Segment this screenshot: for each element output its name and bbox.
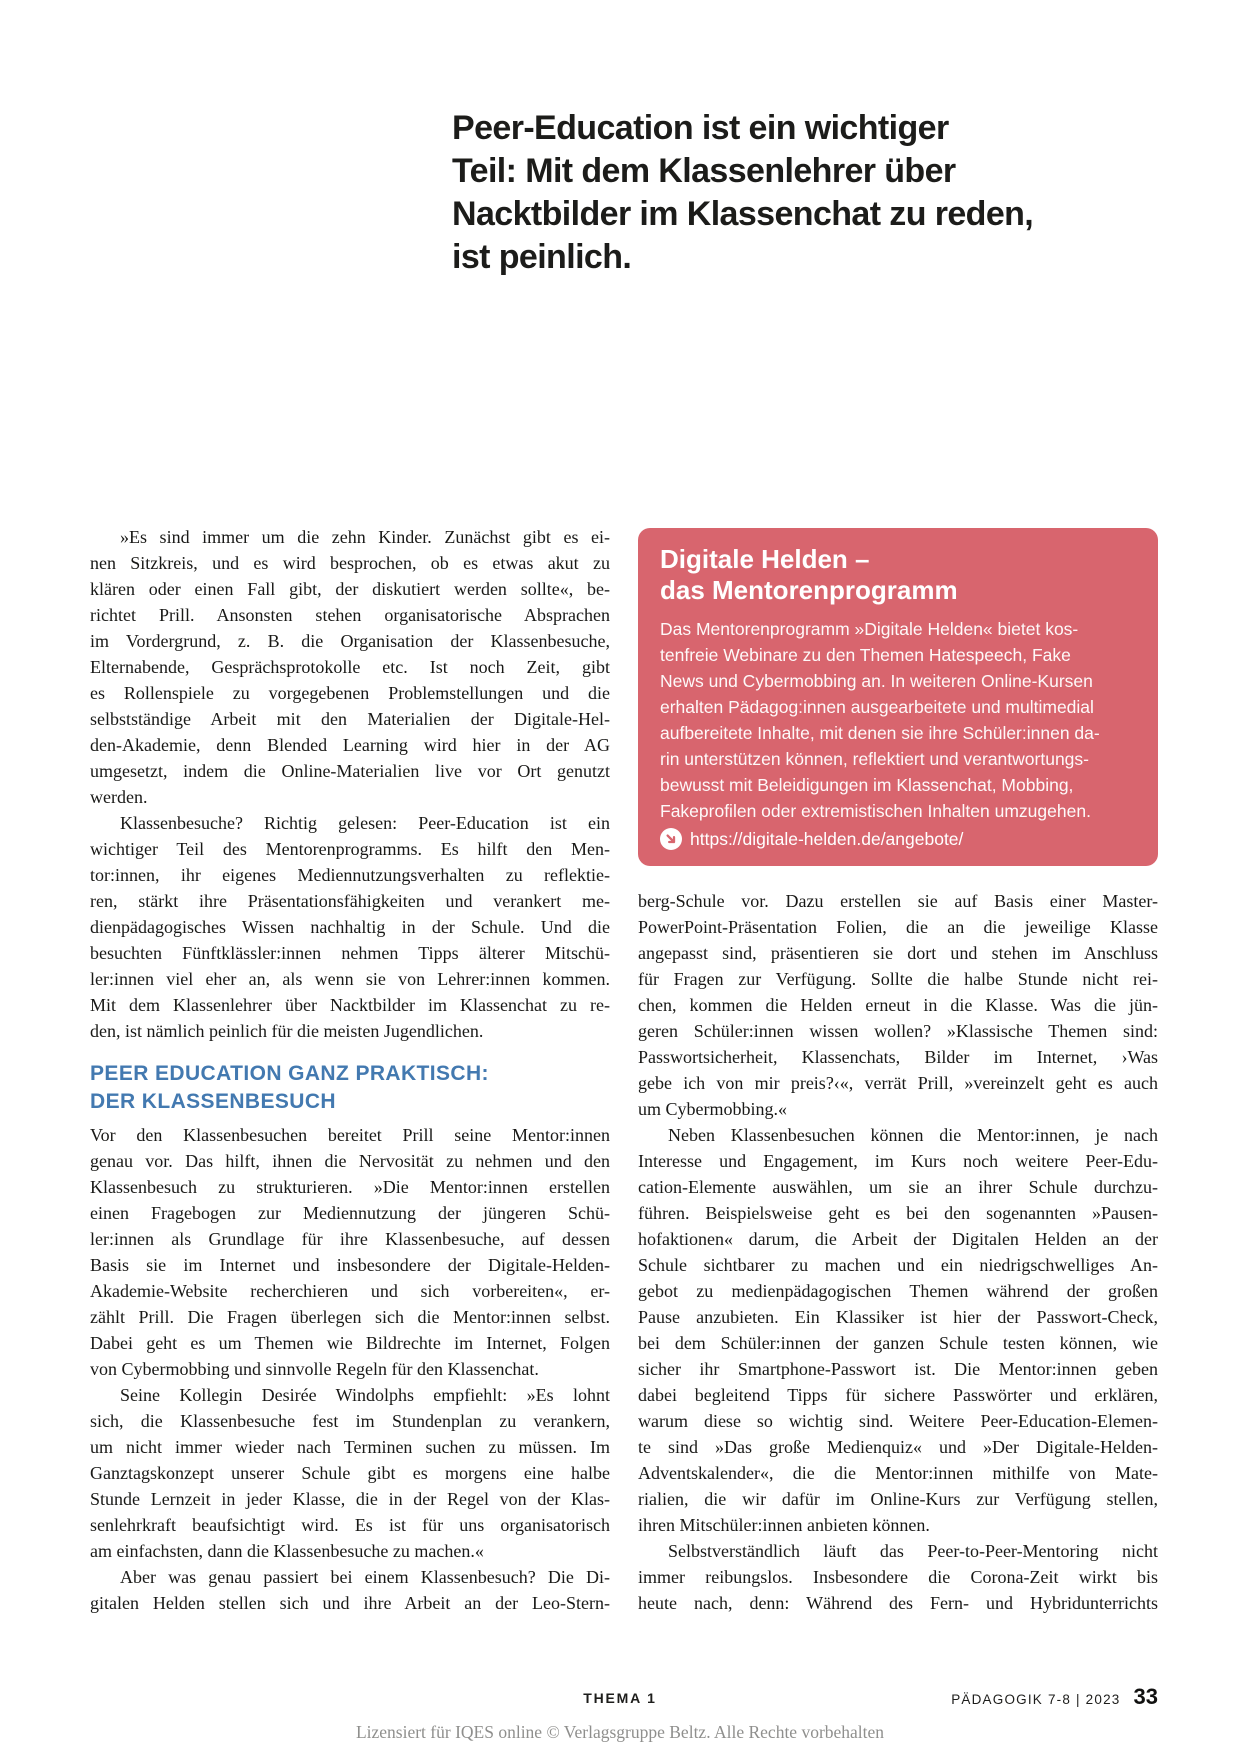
text-line: gitalen Helden stellen sich und ihre Arbeit an der Leo-Stern- [90,1593,610,1613]
text-line: PEER EDUCATION GANZ PRAKTISCH: [90,1062,489,1085]
text-line: Adventskalender«, die die Mentor:innen mithilfe von Mate- [638,1463,1158,1483]
paragraph [90,1564,610,1616]
text-line: das Mentorenprogramm [660,575,958,605]
link-url: https://digitale-helden.de/angebote/ [690,828,964,849]
text-line: geren Schüler:innen wissen wollen? »Klassische Themen sind: [638,1021,1158,1041]
footer-folio [951,1684,1158,1710]
text-line: heute nach, denn: Während des Fern- und Hybridunterrichts [638,1593,1158,1613]
text-line: angepasst sind, präsentieren sie dort und stehen im Anschluss [638,943,1158,963]
text-line: Seine Kollegin Desirée Windolphs empfiehlt: »Es lohnt [120,1385,610,1405]
text-line: tenfreie Webinare zu den Themen Hatespeech, Fake [660,645,1071,665]
text-line: ihren Mitschüler:innen anbieten können. [638,1515,930,1535]
text-line: Das Mentorenprogramm »Digitale Helden« bietet kos- [660,619,1079,639]
info-box [638,528,1158,866]
text-line: hofaktionen« darum, die Arbeit der Digitalen Helden an der [638,1229,1158,1249]
text-line: es Rollenspiele zu vorgegebenen Problemstellungen und die [90,683,610,703]
text-line: Akademie-Website recherchieren und sich vorbereiten«, er- [90,1281,610,1301]
text-line: ren, stärkt ihre Präsentationsfähigkeiten und verankert me- [90,891,610,911]
text-line: einen Fragebogen zur Mediennutzung der jüngeren Schü- [90,1203,610,1223]
text-line: Interesse und Engagement, im Kurs noch weitere Peer-Edu- [638,1151,1158,1171]
text-line: Aber was genau passiert bei einem Klassenbesuch? Die Di- [120,1567,610,1587]
text-line: Mit dem Klassenlehrer über Nacktbilder im Klassenchat zu re- [90,995,610,1015]
text-line: führen. Beispielsweise geht es bei den sogenannten »Pausen- [638,1203,1158,1223]
text-line: te sind »Das große Medienquiz« und »Der Digitale-Helden- [638,1437,1158,1457]
right-column [638,524,1158,1616]
text-line: Passwortsicherheit, Klassenchats, Bilder im Internet, ›Was [638,1047,1158,1067]
text-line: um Cybermobbing.« [638,1099,787,1119]
text-line: sich, die Klassenbesuche fest im Stundenplan zu verankern, [90,1411,610,1431]
text-line: dabei begleitend Tipps für sichere Passwörter und erklären, [638,1385,1158,1405]
text-line: Klassenbesuche? Richtig gelesen: Peer-Education ist ein [120,813,610,833]
text-line: gebot zu medienpädagogischen Themen während der großen [638,1281,1158,1301]
text-line: Fakeprofilen oder extremistischen Inhalten umzugehen. [660,801,1091,821]
text-line: Klassenbesuch zu strukturieren. »Die Mentor:innen erstellen [90,1177,610,1197]
text-line: rin unterstützen können, reflektiert und verantwortungs- [660,749,1089,769]
text-line: umgesetzt, indem die Online-Materialien live vor Ort genutzt [90,761,610,781]
text-line: erhalten Pädagog:innen ausgearbeitete und multimedial [660,697,1094,717]
text-line: werden. [90,787,148,807]
text-line: warum diese so wichtig sind. Weitere Peer-Education-Elemen- [638,1411,1158,1431]
text-line: richtet Prill. Ansonsten stehen organisatorische Absprachen [90,605,610,625]
text-line: Dabei geht es um Themen wie Bildrechte im Internet, Folgen [90,1333,610,1353]
text-line: Ganztagskonzept unserer Schule gibt es morgens eine halbe [90,1463,610,1483]
text-line: gebe ich von mir preis?‹«, verrät Prill, »vereinzelt geht es auch [638,1073,1158,1093]
text-line: tor:innen, ihr eigenes Mediennutzungsverhalten zu reflektie- [90,865,610,885]
text-line: chen, kommen die Helden erneut in die Klasse. Was die jün- [638,995,1158,1015]
text-line: rialien, die wir dafür im Online-Kurs zur Verfügung stellen, [638,1489,1158,1509]
text-line: um nicht immer wieder nach Terminen suchen zu müssen. Im [90,1437,610,1457]
paragraph [90,524,610,810]
text-line: klären oder einen Fall gibt, der diskutiert werden sollte«, be- [90,579,610,599]
text-line: für Fragen zur Verfügung. Sollte die halbe Stunde nicht rei- [638,969,1158,989]
article-headline [452,107,1162,279]
text-line: im Vordergrund, z. B. die Organisation der Klassenbesuche, [90,631,610,651]
info-box-body [660,616,1138,824]
text-line: Digitale Helden – [660,544,870,574]
text-line: Schule sichtbarer zu machen und ein niedrigschwelliges An- [638,1255,1158,1275]
text-line: ler:innen viel eher an, als wenn sie von Lehrer:innen kommen. [90,969,610,989]
text-line: Teil: Mit dem Klassenlehrer über [452,151,956,190]
text-line: News und Cybermobbing an. In weiteren Online-Kursen [660,671,1093,691]
text-line: berg-Schule vor. Dazu erstellen sie auf Basis einer Master- [638,891,1158,911]
page-number: 33 [1133,1684,1158,1709]
text-line: Stunde Lernzeit in jeder Klasse, die in der Regel von der Klas- [90,1489,610,1509]
info-box-title [660,544,1138,606]
text-line: Nacktbilder im Klassenchat zu reden, [452,194,1034,233]
text-line: Basis sie im Internet und insbesondere der Digitale-Helden- [90,1255,610,1275]
paragraph [638,1122,1158,1538]
text-line: den, ist nämlich peinlich für die meisten Jugendlichen. [90,1021,484,1041]
text-line: am einfachsten, dann die Klassenbesuche zu machen.« [90,1541,484,1561]
text-line: Vor den Klassenbesuchen bereitet Prill seine Mentor:innen [90,1125,610,1145]
paragraph [90,810,610,1044]
text-line: Elternabende, Gesprächsprotokolle etc. Ist noch Zeit, gibt [90,657,610,677]
text-line: »Es sind immer um die zehn Kinder. Zunächst gibt es ei- [120,527,610,547]
text-line: Selbstverständlich läuft das Peer-to-Peer-Mentoring nicht [668,1541,1158,1561]
text-line: cation-Elemente auswählen, um sie an ihrer Schule durchzu- [638,1177,1158,1197]
text-line: von Cybermobbing und sinnvolle Regeln für den Klassenchat. [90,1359,539,1379]
paragraph [90,1122,610,1382]
text-line: ist peinlich. [452,237,632,276]
arrow-down-right-circle-icon [660,828,682,850]
text-line: bei dem Schüler:innen der ganzen Schule testen können, wie [638,1333,1158,1353]
text-line: zählt Prill. Die Fragen überlegen sich die Mentor:innen selbst. [90,1307,610,1327]
journal-name: PÄDAGOGIK 7-8 | 2023 [951,1692,1121,1707]
text-line: PowerPoint-Präsentation Folien, die an die jeweilige Klasse [638,917,1158,937]
text-line: Pause anzubieten. Ein Klassiker ist hier der Passwort-Check, [638,1307,1158,1327]
left-column [90,524,610,1616]
text-line: wichtiger Teil des Mentorenprogramms. Es hilft den Men- [90,839,610,859]
text-line: sicher ihr Smartphone-Passwort ist. Die Mentor:innen geben [638,1359,1158,1379]
text-line: selbstständige Arbeit mit den Materialien der Digitale-Hel- [90,709,610,729]
text-line: Peer-Education ist ein wichtiger [452,108,949,147]
text-line: senlehrkraft beaufsichtigt wird. Es ist für uns organisatorisch [90,1515,610,1535]
text-line: DER KLASSENBESUCH [90,1090,336,1113]
text-line: aufbereitete Inhalte, mit denen sie ihre Schüler:innen da- [660,723,1100,743]
license-line: Lizensiert für IQES online © Verlagsgruppe Beltz. Alle Rechte vorbehalten [355,1722,885,1742]
right-column-text [638,888,1158,1616]
paragraph [638,888,1158,1122]
paragraph [90,1382,610,1564]
text-line: nen Sitzkreis, und es wird besprochen, ob es etwas akut zu [90,553,610,573]
footer-section-label: THEMA 1 [583,1690,657,1706]
info-box-link[interactable] [660,825,1138,852]
text-line: bewusst mit Beleidigungen im Klassenchat, Mobbing, [660,775,1074,795]
text-line: den-Akademie, denn Blended Learning wird hier in der AG [90,735,610,755]
text-line: immer reibungslos. Insbesondere die Corona-Zeit wirkt bis [638,1567,1158,1587]
text-line: besuchten Fünftklässler:innen nehmen Tipps älterer Mitschü- [90,943,610,963]
text-line: genau vor. Das hilft, ihnen die Nervosität zu nehmen und den [90,1151,610,1171]
section-heading [90,1060,610,1116]
paragraph [638,1538,1158,1616]
text-line: Neben Klassenbesuchen können die Mentor:innen, je nach [668,1125,1158,1145]
text-line: dienpädagogisches Wissen nachhaltig in der Schule. Und die [90,917,610,937]
text-line: ler:innen als Grundlage für ihre Klassenbesuche, auf dessen [90,1229,610,1249]
